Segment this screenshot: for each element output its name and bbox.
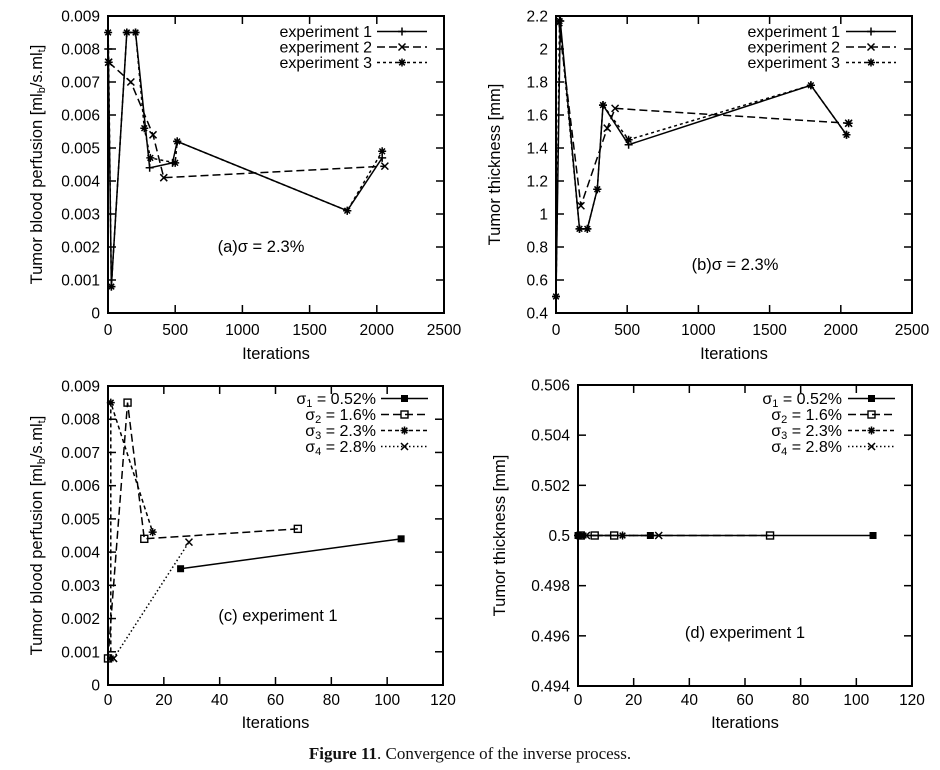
asterisk-marker (625, 136, 633, 144)
x-tick-label: 60 (266, 692, 285, 709)
legend-label: σ2 = 1.6% (305, 407, 376, 426)
y-tick-label: 0.005 (61, 511, 100, 529)
asterisk-marker (132, 29, 140, 37)
legend (296, 391, 428, 458)
figure-caption (0, 744, 940, 764)
y-tick-label: 0 (91, 677, 100, 695)
legend-label: experiment 3 (747, 55, 840, 72)
asterisk-marker (619, 532, 627, 540)
y-tick-label: 0.002 (61, 239, 100, 257)
cross-marker (127, 79, 134, 86)
legend-entry-sigma-4 (305, 439, 428, 458)
x-tick-label: 500 (162, 322, 189, 339)
asterisk-marker (868, 427, 876, 435)
y-axis-title: Tumor thickness [mm] (486, 83, 504, 246)
asterisk-marker (807, 81, 815, 89)
plus-marker (398, 28, 406, 36)
legend-label: σ4 = 2.8% (771, 439, 842, 458)
asterisk-marker (599, 101, 607, 109)
legend-label: σ3 = 2.3% (305, 423, 376, 442)
plus-marker (146, 164, 154, 172)
asterisk-marker (104, 29, 112, 37)
y-tick-label: 0.8 (526, 239, 548, 257)
subplot-b (486, 9, 930, 364)
legend-label: σ2 = 1.6% (771, 407, 842, 426)
x-tick-label: 40 (680, 692, 698, 709)
y-tick-label: 0.4 (526, 305, 548, 323)
legend-label: experiment 2 (279, 39, 372, 57)
x-tick-label: 1500 (752, 322, 787, 339)
fsquare-marker (647, 532, 654, 539)
legend-label: σ4 = 2.8% (305, 439, 376, 458)
y-tick-label: 0.494 (531, 678, 570, 696)
legend-label: experiment 1 (747, 24, 840, 41)
series-line-sigma-1 (181, 539, 402, 569)
y-tick-label: 0.009 (61, 378, 100, 396)
y-axis-title: Tumor blood perfusion [mlb/s.mlt] (28, 44, 48, 285)
y-tick-label: 1 (539, 206, 548, 224)
cross-marker (185, 539, 192, 546)
asterisk-marker (149, 528, 157, 536)
asterisk-marker (123, 29, 131, 37)
legend-label: experiment 1 (279, 24, 372, 41)
y-tick-label: 0.008 (61, 411, 100, 429)
caption-label: Figure 11 (308, 744, 378, 763)
x-tick-label: 0 (573, 692, 583, 709)
x-tick-label: 2500 (894, 322, 930, 339)
plot-border (108, 386, 443, 685)
x-tick-label: 60 (736, 692, 754, 709)
y-tick-label: 0.007 (61, 444, 100, 462)
x-tick-label: 0 (103, 322, 113, 339)
x-tick-label: 120 (430, 692, 456, 709)
y-tick-label: 0.002 (61, 611, 100, 629)
y-tick-label: 0.005 (61, 140, 100, 158)
y-axis-title: Tumor blood perfusion [mlb/s.mlt] (28, 415, 48, 656)
fsquare-marker (177, 565, 184, 572)
x-tick-label: 20 (625, 692, 643, 709)
x-tick-label: 2000 (823, 322, 859, 339)
x-tick-label: 100 (843, 692, 870, 709)
legend-label: experiment 3 (279, 55, 372, 72)
y-tick-label: 1.6 (526, 107, 548, 125)
y-tick-label: 0.004 (61, 544, 100, 562)
asterisk-marker (140, 124, 148, 132)
y-tick-label: 0.003 (61, 577, 100, 595)
x-tick-label: 80 (322, 692, 340, 709)
x-tick-label: 2000 (359, 322, 395, 339)
y-tick-label: 0.004 (61, 173, 100, 191)
subplot-label: (a)σ = 2.3% (217, 238, 305, 256)
y-tick-label: 1.4 (526, 140, 548, 158)
x-tick-label: 1000 (225, 322, 260, 339)
legend (280, 24, 428, 72)
subplot-c (28, 379, 456, 733)
y-axis-title: Tumor thickness [mm] (491, 454, 509, 617)
x-tick-label: 0 (103, 692, 113, 709)
subplot-label: (c) experiment 1 (218, 607, 338, 625)
x-axis-title: Iterations (242, 345, 310, 363)
x-tick-label: 0 (551, 322, 561, 339)
y-tick-label: 0.498 (531, 578, 570, 596)
asterisk-marker (107, 283, 115, 291)
y-tick-label: 1.2 (526, 173, 548, 191)
x-tick-label: 2500 (426, 322, 462, 339)
subplot-label: (b)σ = 2.3% (691, 256, 779, 274)
y-tick-label: 0.6 (526, 272, 548, 290)
y-tick-label: 2 (539, 41, 548, 59)
y-tick-label: 0.007 (61, 74, 100, 92)
asterisk-marker (556, 17, 564, 25)
x-tick-label: 100 (374, 692, 401, 709)
y-tick-label: 0.003 (61, 206, 100, 224)
x-tick-label: 20 (155, 692, 173, 709)
legend-label: σ1 = 0.52% (762, 391, 842, 410)
x-axis-title: Iterations (241, 714, 310, 732)
y-tick-label: 2.2 (526, 8, 548, 26)
cross-marker (604, 125, 611, 132)
asterisk-marker (378, 147, 386, 155)
series-line-sigma-4 (114, 542, 189, 658)
fsquare-marker (401, 395, 408, 402)
y-tick-label: 0.502 (531, 477, 570, 495)
x-tick-label: 500 (614, 322, 641, 339)
legend-label: σ3 = 2.3% (771, 423, 842, 442)
y-tick-label: 0.504 (531, 427, 570, 445)
x-axis-title: Iterations (711, 714, 779, 732)
asterisk-marker (593, 185, 601, 193)
plus-marker (867, 28, 875, 36)
plot-border (108, 16, 444, 313)
legend-entry-experiment-3 (280, 55, 428, 72)
x-tick-label: 40 (211, 692, 229, 709)
fsquare-marker (398, 535, 405, 542)
legend-entry-experiment-3 (748, 55, 897, 72)
asterisk-marker (343, 207, 351, 215)
asterisk-marker (552, 293, 560, 301)
asterisk-marker (842, 131, 850, 139)
y-tick-label: 0.006 (61, 107, 100, 125)
legend-label: experiment 2 (747, 39, 840, 57)
subplot-label: (d) experiment 1 (684, 624, 806, 642)
asterisk-marker (575, 225, 583, 233)
legend-label: σ1 = 0.52% (296, 391, 376, 410)
asterisk-marker (146, 154, 154, 162)
caption-text: . Convergence of the inverse process. (377, 744, 632, 763)
y-tick-label: 0.009 (61, 8, 100, 26)
fsquare-marker (868, 395, 875, 402)
legend (762, 391, 895, 458)
legend-entry-experiment-1 (280, 24, 428, 41)
x-tick-label: 120 (899, 692, 925, 709)
plus-marker (104, 45, 112, 53)
asterisk-marker (867, 59, 875, 67)
legend-entry-experiment-1 (748, 24, 897, 41)
y-tick-label: 1.8 (526, 74, 548, 92)
y-tick-label: 0 (91, 305, 100, 323)
fsquare-marker (870, 532, 877, 539)
asterisk-marker (845, 119, 853, 127)
x-tick-label: 1500 (292, 322, 327, 339)
asterisk-marker (401, 427, 409, 435)
y-tick-label: 0.506 (531, 377, 570, 395)
y-tick-label: 0.001 (61, 644, 100, 662)
subplot-d (491, 378, 925, 733)
asterisk-marker (107, 399, 115, 407)
asterisk-marker (583, 225, 591, 233)
legend-entry-experiment-2 (748, 40, 897, 57)
series-markers-experiment-2 (105, 59, 388, 182)
y-tick-label: 0.5 (548, 528, 570, 545)
x-axis-title: Iterations (700, 345, 768, 363)
legend-entry-experiment-2 (280, 40, 428, 57)
x-tick-label: 80 (792, 692, 810, 709)
y-tick-label: 0.008 (61, 41, 100, 59)
y-tick-label: 0.006 (61, 478, 100, 496)
legend (748, 24, 897, 72)
legend-entry-sigma-4 (771, 439, 895, 458)
x-tick-label: 1000 (681, 322, 716, 339)
asterisk-marker (173, 137, 181, 145)
asterisk-marker (398, 59, 406, 67)
y-tick-label: 0.496 (531, 628, 570, 646)
subplot-a (28, 9, 462, 364)
y-tick-label: 0.001 (61, 272, 100, 290)
